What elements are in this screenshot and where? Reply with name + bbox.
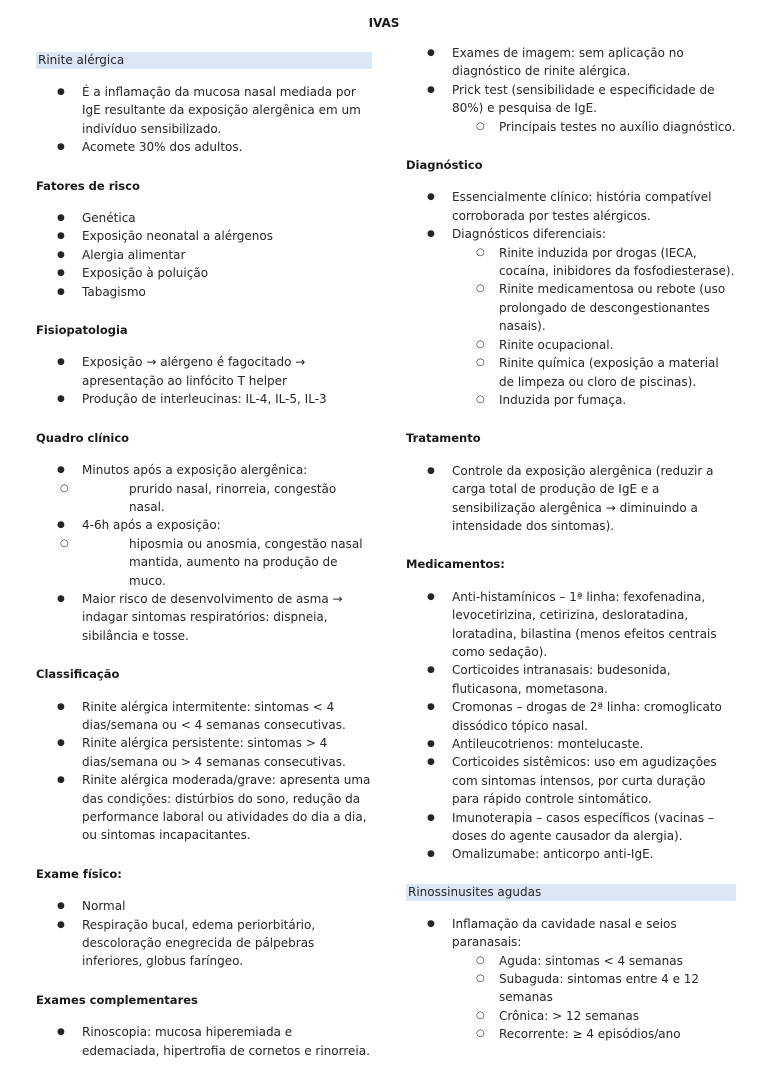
list-item: ● Exposição à poluição — [36, 264, 372, 282]
list-item: ● Respiração bucal, edema periorbitário, descoloração enegrecida de pálpebras inferiores, globus faríngeo. — [36, 916, 372, 971]
section-header-rinossinusites: Rinossinusites agudas — [406, 884, 736, 901]
list-item: ● Maior risco de desenvolvimento de asma → indagar sintomas respiratórios: dispneia, sibilância e tosse. — [36, 590, 372, 645]
list-item: ● Anti-histamínicos – 1ª linha: fexofenadina, levocetirizina, cetirizina, desloratadina, loratadina, bilastina (menos efeitos centrais como sedação). — [406, 588, 736, 662]
heading-fisiopatologia: Fisiopatologia — [36, 323, 128, 338]
sub-list — [36, 535, 372, 590]
sub-list-item: ○ Rinite química (exposição a material de limpeza ou cloro de piscinas). — [452, 354, 736, 391]
sub-list — [452, 244, 736, 410]
list-item: ● Omalizumabe: anticorpo anti-IgE. — [406, 845, 736, 863]
list-item-text: Prick test (sensibilidade e especificidade de 80%) e pesquisa de IgE. — [452, 82, 715, 116]
heading-medicamentos: Medicamentos: — [406, 557, 505, 572]
fisio-list — [36, 353, 372, 408]
heading-fatores-de-risco: Fatores de risco — [36, 178, 140, 193]
list-item: ● Imunoterapia – casos específicos (vacinas – doses do agente causador da alergia). — [406, 809, 736, 846]
sub-list — [452, 118, 736, 136]
heading-exames-complementares: Exames complementares — [36, 992, 198, 1007]
sub-list-item: ○ Rinite induzida por drogas (IECA, cocaína, inibidores da fosfodiesterase). — [452, 244, 736, 281]
left-column — [36, 44, 372, 1080]
list-item: ● Corticoides intranasais: budesonida, fluticasona, mometasona. — [406, 661, 736, 698]
sub-list-item: ○ prurido nasal, rinorreia, congestão nasal. — [36, 480, 372, 517]
heading-diagnostico: Diagnóstico — [406, 158, 483, 173]
list-item: ● Rinite alérgica intermitente: sintomas < 4 dias/semana ou < 4 semanas consecutivas. — [36, 698, 372, 735]
sub-list-item: ○ Aguda: sintomas < 4 semanas — [452, 952, 736, 970]
sub-list-item: ○ hiposmia ou anosmia, congestão nasal mantida, aumento na produção de muco. — [36, 535, 372, 590]
list-item: ● Cromonas – drogas de 2ª linha: cromoglicato dissódico tópico nasal. — [406, 698, 736, 735]
sub-list — [36, 480, 372, 517]
list-item: ● Normal — [36, 897, 372, 915]
list-item: ● Exposição → alérgeno é fagocitado → apresentação ao linfócito T helper — [36, 353, 372, 390]
list-item: ● Alergia alimentar — [36, 246, 372, 264]
sub-list-item: ○ Principais testes no auxílio diagnóstico. — [452, 118, 736, 136]
medicamentos-list — [406, 588, 736, 864]
heading-tratamento: Tratamento — [406, 431, 481, 446]
diagnostico-list — [406, 188, 736, 409]
sub-list — [452, 952, 736, 1044]
list-item — [36, 461, 372, 516]
list-item: ● Controle da exposição alergênica (reduzir a carga total de produção de IgE e a sensibilização alergênica → diminuindo a intensidade dos sintomas). — [406, 462, 736, 536]
sub-list-item: ○ Recorrente: ≥ 4 episódios/ano — [452, 1025, 736, 1043]
list-item: ● Genética — [36, 209, 372, 227]
list-item — [406, 915, 736, 1044]
list-item: ● Rinite alérgica moderada/grave: apresenta uma das condições: distúrbios do sono, redução da performance laboral ou atividades do dia a dia, ou sintomas incapacitantes. — [36, 771, 372, 845]
list-item-text: Minutos após a exposição alergênica: — [82, 463, 308, 478]
list-item: ● Essencialmente clínico: história compatível corroborada por testes alérgicos. — [406, 188, 736, 225]
list-item: ● Rinoscopia: mucosa hiperemiada e edemaciada, hipertrofia de cornetos e rinorreia. — [36, 1023, 372, 1060]
section-header-rinite-alergica: Rinite alérgica — [36, 52, 372, 69]
quadro-list — [36, 461, 372, 645]
classificacao-list — [36, 698, 372, 845]
heading-quadro-clinico: Quadro clínico — [36, 430, 130, 445]
complementares-cont-list — [406, 44, 736, 136]
list-item: ● É a inflamação da mucosa nasal mediada por IgE resultante da exposição alergênica em um indivíduo sensibilizado. — [36, 83, 372, 138]
tratamento-list — [406, 462, 736, 536]
list-item — [406, 81, 736, 136]
list-item: ● Acomete 30% dos adultos. — [36, 138, 372, 156]
sub-list-item: ○ Rinite medicamentosa ou rebote (uso prolongado de descongestionantes nasais). — [452, 280, 736, 335]
sub-list-item: ○ Rinite ocupacional. — [452, 336, 736, 354]
list-item — [36, 516, 372, 590]
list-item: ● Tabagismo — [36, 283, 372, 301]
heading-classificacao: Classificação — [36, 667, 120, 682]
list-item — [406, 225, 736, 409]
page-title: IVAS — [368, 16, 400, 30]
rinossinusites-list — [406, 915, 736, 1044]
list-item-text: Diagnósticos diferenciais: — [452, 227, 606, 242]
intro-list — [36, 83, 372, 157]
exame-list — [36, 897, 372, 971]
complementares-list — [36, 1023, 372, 1060]
heading-exame-fisico: Exame físico: — [36, 866, 122, 881]
list-item-text: Inflamação da cavidade nasal e seios paranasais: — [452, 916, 677, 950]
list-item: ● Antileucotrienos: montelucaste. — [406, 735, 736, 753]
sub-list-item: ○ Subaguda: sintomas entre 4 e 12 semanas — [452, 970, 736, 1007]
sub-list-item: ○ Induzida por fumaça. — [452, 391, 736, 409]
right-column — [406, 44, 736, 1064]
fatores-list — [36, 209, 372, 301]
list-item: ● Exames de imagem: sem aplicação no diagnóstico de rinite alérgica. — [406, 44, 736, 81]
list-item-text: 4-6h após a exposição: — [82, 518, 221, 533]
sub-list-item: ○ Crônica: > 12 semanas — [452, 1007, 736, 1025]
list-item: ● Rinite alérgica persistente: sintomas > 4 dias/semana ou > 4 semanas consecutivas. — [36, 734, 372, 771]
list-item: ● Corticoides sistêmicos: uso em agudizações com sintomas intensos, por curta duração para rápido controle sintomático. — [406, 753, 736, 808]
list-item: ● Exposição neonatal a alérgenos — [36, 227, 372, 245]
list-item: ● Produção de interleucinas: IL-4, IL-5, IL-3 — [36, 390, 372, 408]
